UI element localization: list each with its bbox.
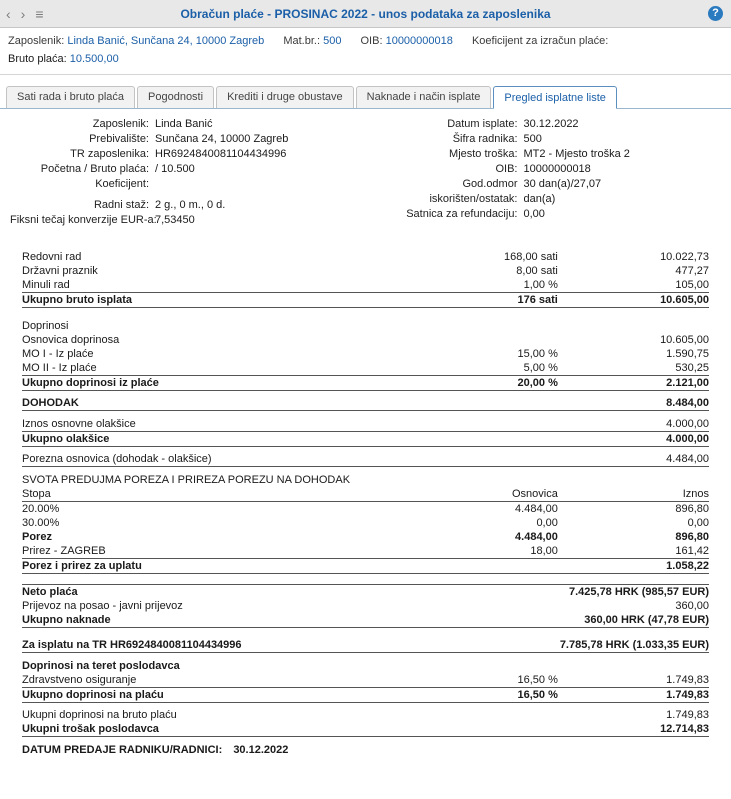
row-amount: 10.605,00 — [660, 333, 709, 346]
detail-value: 2 g., 0 m., 0 d. — [155, 199, 226, 211]
detail-row — [366, 117, 722, 132]
row-label: Redovni rad — [22, 251, 82, 263]
row-qty — [407, 452, 558, 467]
row-qty: 5,00 % — [523, 361, 558, 374]
table-row-taxbase — [22, 452, 709, 467]
section-title-row — [22, 659, 709, 673]
table-row — [22, 708, 709, 722]
table-row — [22, 516, 709, 530]
row-label: Ukupni trošak poslodavca — [22, 722, 407, 737]
detail-key: OIB: — [495, 163, 518, 175]
table-row — [22, 278, 709, 293]
row-qty: 15,00 % — [517, 347, 558, 360]
row-qty: 1,00 % — [523, 279, 558, 291]
row-amount: 530,25 — [675, 361, 709, 374]
detail-row — [10, 147, 366, 162]
tab-pogodnosti[interactable]: Pogodnosti — [137, 86, 214, 108]
detail-row — [366, 147, 722, 162]
detail-row — [10, 162, 366, 177]
row-amount: 360,00 — [675, 599, 709, 612]
detail-value: / 10.500 — [155, 163, 195, 175]
table-row — [22, 673, 709, 688]
window-titlebar — [0, 0, 731, 28]
row-label: Osnovica doprinosa — [22, 333, 120, 346]
row-amount: 10.022,73 — [660, 251, 709, 263]
detail-key: Prebivalište: — [89, 133, 149, 145]
table-header-row — [22, 487, 709, 502]
detail-row — [366, 132, 722, 147]
row-label: DOHODAK — [22, 396, 407, 411]
table-row-net — [22, 584, 709, 599]
employee-header-line — [8, 33, 723, 49]
detail-value: MT2 - Mjesto troška 2 — [523, 148, 630, 160]
row-label: Ukupno bruto isplata — [22, 293, 407, 308]
row-amount: 1.749,83 — [666, 709, 709, 721]
row-label: Ukupno doprinosi iz plaće — [22, 375, 407, 390]
detail-key: Satnica za refundaciju: — [406, 208, 518, 220]
table-row-total — [22, 613, 709, 628]
row-label: Ukupno olakšice — [22, 431, 407, 446]
table-row-total — [22, 431, 709, 446]
table-row — [22, 530, 709, 544]
detail-row — [366, 192, 722, 207]
row-amount: 105,00 — [675, 279, 709, 291]
row-amount: 477,27 — [675, 265, 709, 277]
payslip-table — [22, 250, 709, 757]
row-qty — [407, 431, 558, 446]
row-label: Ukupno doprinosi na plaću — [22, 687, 407, 702]
table-row-total — [22, 722, 709, 737]
row-qty — [407, 584, 558, 599]
tab-krediti[interactable]: Krediti i druge obustave — [216, 86, 354, 108]
table-row — [22, 347, 709, 361]
row-label: Porez — [22, 530, 52, 543]
row-qty: 4.484,00 — [515, 530, 558, 543]
table-row-total — [22, 293, 709, 308]
row-amount: 7.425,78 HRK (985,57 EUR) — [558, 584, 709, 599]
spacer-row — [22, 627, 709, 638]
row-label: Ukupni doprinosi na bruto plaću — [22, 709, 177, 721]
row-label: 20.00% — [22, 502, 60, 515]
detail-value: 0,00 — [523, 208, 545, 220]
row-label: Porez i prirez za uplatu — [22, 558, 407, 573]
detail-row — [366, 207, 722, 222]
menu-icon[interactable]: ≡ — [35, 5, 44, 22]
row-qty: 18,00 — [530, 544, 558, 557]
coefficient-label: Koeficijent za izračun plaće: — [471, 35, 609, 47]
row-label: Zdravstveno osiguranje — [22, 673, 137, 686]
row-amount: 4.000,00 — [558, 431, 709, 446]
row-amount: 1.749,83 — [558, 687, 709, 702]
row-qty: 4.484,00 — [515, 502, 558, 515]
row-amount: 10.605,00 — [558, 293, 709, 308]
table-row — [22, 599, 709, 613]
row-amount: 896,80 — [675, 530, 709, 543]
detail-key: iskorišten/ostatak: — [429, 193, 518, 205]
tax-section-title: SVOTA PREDUJMA POREZA I PRIREZA POREZU NA DOHODAK — [22, 473, 351, 486]
row-amount: 12.714,83 — [558, 722, 709, 737]
row-label: Minuli rad — [22, 279, 70, 291]
tab-pregled-isplatne-liste[interactable]: Pregled isplatne liste — [493, 86, 617, 109]
column-header-iznos: Iznos — [558, 487, 709, 502]
payslip-preview — [22, 250, 709, 757]
row-qty — [407, 638, 558, 653]
detail-value: 30 dan(a)/27,07 — [523, 178, 602, 190]
detail-key: Koeficijent: — [95, 178, 149, 190]
table-row — [22, 501, 709, 516]
detail-key: God.odmor — [462, 178, 518, 190]
employee-detail-right — [366, 117, 722, 228]
table-row-total — [22, 687, 709, 702]
employee-value: Linda Banić, Sunčana 24, 10000 Zagreb — [67, 35, 265, 47]
tab-sati-rada[interactable]: Sati rada i bruto plaća — [6, 86, 135, 108]
row-amount: 1.749,83 — [666, 673, 709, 686]
detail-row — [10, 117, 366, 132]
row-qty — [407, 708, 558, 722]
gross-salary-label: Bruto plaća: — [8, 53, 67, 65]
row-amount: 161,42 — [675, 544, 709, 557]
detail-value: 500 — [523, 133, 542, 145]
tab-bar — [0, 83, 731, 109]
spacer-row — [22, 308, 709, 319]
detail-value: 7,53450 — [155, 214, 195, 226]
table-row — [22, 417, 709, 432]
detail-key: Mjesto troška: — [449, 148, 518, 160]
detail-key: TR zaposlenika: — [70, 148, 149, 160]
row-label: Za isplatu na TR HR6924840081104434996 — [22, 638, 407, 653]
matbr-label: Mat.br.: — [283, 35, 321, 47]
table-row — [22, 264, 709, 278]
contributions-title: Doprinosi — [22, 319, 69, 332]
table-row — [22, 361, 709, 376]
row-qty — [407, 599, 558, 613]
tab-naknade[interactable]: Naknade i način isplate — [356, 86, 492, 108]
table-row — [22, 333, 709, 347]
column-header-stopa: Stopa — [22, 487, 407, 502]
row-qty: 168,00 sati — [504, 251, 558, 263]
employee-detail-block — [0, 109, 731, 228]
detail-key: Radni staž: — [93, 199, 149, 211]
detail-row — [10, 132, 366, 147]
row-amount: 0,00 — [687, 516, 709, 529]
employee-detail-left — [10, 117, 366, 228]
row-qty: 20,00 % — [407, 375, 558, 390]
row-label: Državni praznik — [22, 265, 98, 277]
row-amount: 360,00 HRK (47,78 EUR) — [558, 613, 709, 628]
row-amount: 4.484,00 — [558, 452, 709, 467]
row-qty — [407, 396, 558, 411]
detail-value: 10000000018 — [523, 163, 591, 175]
delivery-date-value: 30.12.2022 — [233, 743, 289, 756]
row-qty — [407, 722, 558, 737]
detail-key: Datum isplate: — [447, 118, 518, 130]
detail-key: Šifra radnika: — [452, 133, 518, 145]
row-qty — [407, 417, 558, 432]
detail-value: Sunčana 24, 10000 Zagreb — [155, 133, 289, 145]
row-label: Neto plaća — [22, 584, 407, 599]
row-label: Ukupno naknade — [22, 613, 407, 628]
row-label: 30.00% — [22, 516, 60, 529]
row-amount: 8.484,00 — [558, 396, 709, 411]
gross-salary-value: 10.500,00 — [69, 53, 119, 65]
detail-row — [10, 213, 366, 228]
row-qty — [407, 558, 558, 573]
employee-label: Zaposlenik: — [8, 35, 65, 47]
detail-value: dan(a) — [523, 193, 556, 205]
detail-row — [10, 177, 366, 192]
table-row-total — [22, 558, 709, 573]
row-label: Iznos osnovne olakšice — [22, 417, 136, 430]
oib-value: 10000000018 — [385, 35, 453, 47]
row-qty: 0,00 — [536, 516, 558, 529]
gross-salary-line — [8, 51, 723, 68]
row-label: Prijevoz na posao - javni prijevoz — [22, 599, 183, 612]
table-row — [22, 544, 709, 559]
row-amount: 1.058,22 — [558, 558, 709, 573]
employer-contributions-title: Doprinosi na teret poslodavca — [22, 659, 180, 672]
detail-value: HR6924840081104434996 — [155, 148, 287, 160]
row-amount: 7.785,78 HRK (1.033,35 EUR) — [559, 639, 709, 651]
help-icon[interactable]: ? — [708, 6, 723, 21]
row-qty: 8,00 sati — [516, 265, 558, 277]
window-title: Obračun plaće - PROSINAC 2022 - unos podataka za zaposlenika — [180, 6, 551, 21]
row-qty: 16,50 % — [407, 687, 558, 702]
oib-label: OIB: — [360, 35, 383, 47]
row-label: Porezna osnovica (dohodak - olakšice) — [22, 452, 407, 467]
row-label: MO I - Iz plaće — [22, 347, 94, 360]
table-row-total — [22, 375, 709, 390]
row-qty — [407, 333, 558, 347]
row-amount: 896,80 — [675, 502, 709, 515]
detail-key: Fiksni tečaj konverzije EUR-a: — [10, 214, 157, 226]
row-amount: 1.590,75 — [666, 347, 709, 360]
row-label: Prirez - ZAGREB — [22, 544, 106, 557]
forward-icon[interactable]: › — [20, 5, 26, 22]
row-label: MO II - Iz plaće — [22, 361, 97, 374]
section-title-row — [22, 473, 709, 487]
detail-key: Početna / Bruto plaća: — [40, 163, 149, 175]
section-title-row — [22, 319, 709, 333]
delivery-date-label: DATUM PREDAJE RADNIKU/RADNICI: — [22, 743, 223, 756]
back-icon[interactable]: ‹ — [6, 5, 11, 22]
table-row-income — [22, 396, 709, 411]
row-amount: 4.000,00 — [666, 417, 709, 430]
table-row — [22, 250, 709, 264]
spacer-row — [22, 573, 709, 584]
detail-row — [10, 198, 366, 213]
column-header-osnovica: Osnovica — [407, 487, 558, 502]
row-qty: 176 sati — [407, 293, 558, 308]
detail-value: Linda Banić — [155, 118, 213, 130]
detail-key: Zaposlenik: — [92, 118, 149, 130]
footer-row — [22, 743, 709, 757]
table-row-payout — [22, 638, 709, 653]
row-amount: 2.121,00 — [558, 375, 709, 390]
matbr-value: 500 — [323, 35, 342, 47]
employee-header-strip — [0, 28, 731, 75]
detail-value: 30.12.2022 — [523, 118, 579, 130]
row-qty: 16,50 % — [517, 673, 558, 686]
detail-row — [366, 177, 722, 192]
detail-row — [366, 162, 722, 177]
row-qty — [407, 613, 558, 628]
